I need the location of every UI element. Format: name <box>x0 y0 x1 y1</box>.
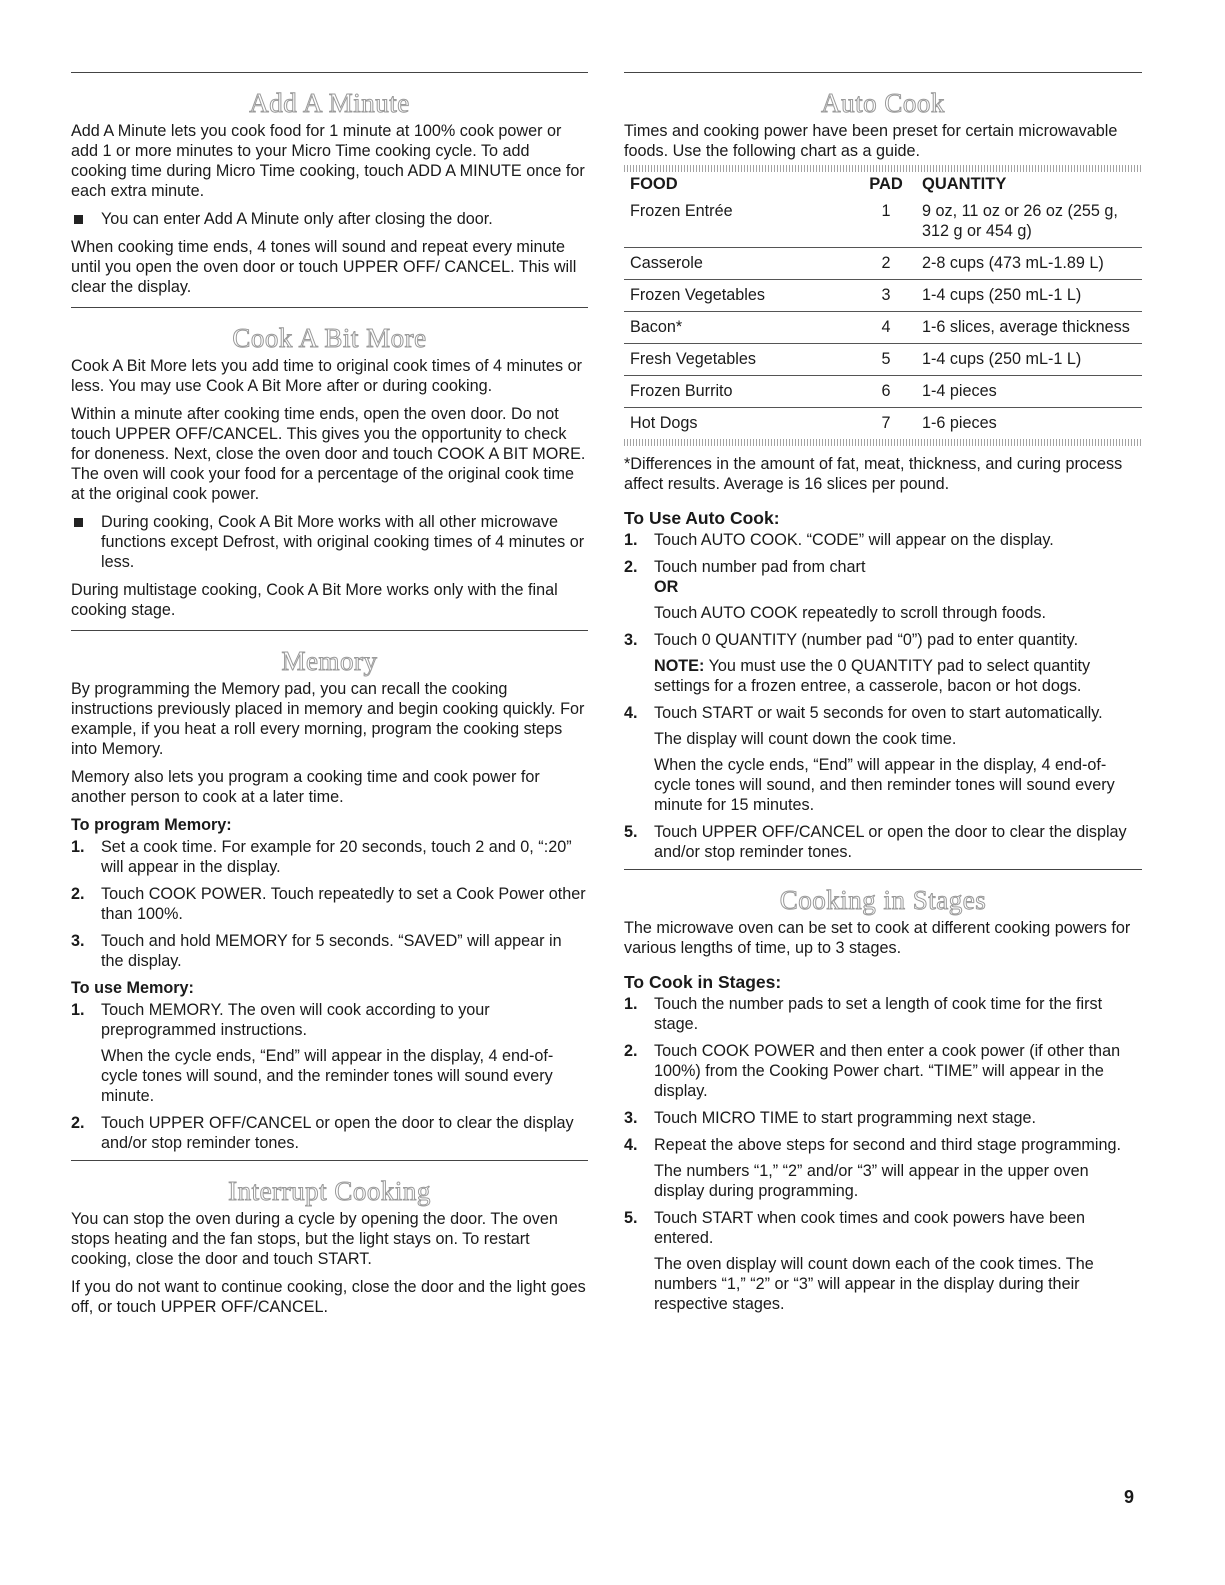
page-number: 9 <box>1124 1487 1135 1507</box>
auto-cook-step <box>624 822 1142 862</box>
food-cell: Bacon* <box>624 312 850 344</box>
quantity-cell: 9 oz, 11 oz or 26 oz (255 g, 312 g or 454 g) <box>922 202 1118 240</box>
memory-second-person: Memory also lets you program a cooking time and cook power for another person to cook at a later time. <box>71 768 540 806</box>
cook-in-stages-heading: To Cook in Stages: <box>624 972 782 992</box>
pad-cell: 2 <box>850 248 916 280</box>
step-extra: When the cycle ends, “End” will appear in the display, 4 end-of-cycle tones will sound, and then reminder tones will sound every minute for 15 minutes. <box>654 756 1115 814</box>
use-memory-step <box>71 1113 588 1153</box>
table-body <box>624 196 1142 439</box>
section-divider <box>71 1160 588 1161</box>
cook-bit-more-title: Cook A Bit More <box>232 323 427 353</box>
stages-step <box>624 994 1142 1034</box>
top-rule-right <box>624 72 1142 73</box>
step-number: 4. <box>624 1136 638 1154</box>
step-number: 3. <box>624 1109 638 1127</box>
step-text: Touch MICRO TIME to start programming next stage. <box>654 1109 1037 1127</box>
quantity-header: QUANTITY <box>922 175 1007 193</box>
add-minute-intro: Add A Minute lets you cook food for 1 minute at 100% cook power or add 1 or more minutes to your Micro Time cooking cycle. To add cooking time during Micro Time cooking, touch ADD A MINUTE once for each extra minute. <box>71 122 585 200</box>
table-row <box>624 408 1142 440</box>
stages-step <box>624 1108 1142 1128</box>
auto-cook-step <box>624 530 1142 550</box>
top-rule-left <box>71 72 588 73</box>
step-text: Touch COOK POWER and then enter a cook power (if other than 100%) from the Cooking Power chart. “TIME” will appear in the display. <box>654 1042 1121 1100</box>
step-text: Touch START or wait 5 seconds for oven to start automatically. <box>654 704 1103 722</box>
stages-intro: The microwave oven can be set to cook at different cooking powers for various lengths of time, up to 3 stages. <box>624 919 1131 957</box>
step-number: 4. <box>624 704 638 722</box>
step-extra: When the cycle ends, “End” will appear in the display, 4 end-of-cycle tones will sound, and the reminder tones will sound every minute. <box>101 1047 554 1105</box>
use-memory-step <box>71 1000 588 1106</box>
pad-cell: 6 <box>850 376 916 408</box>
table-row <box>624 376 1142 408</box>
bullet-square-icon <box>74 215 83 224</box>
program-memory-step <box>71 884 588 924</box>
auto-cook-footnote: *Differences in the amount of fat, meat, thickness, and curing process affect results. Average is 16 slices per pound. <box>624 455 1123 493</box>
table-row <box>624 312 1142 344</box>
food-cell: Fresh Vegetables <box>624 344 850 376</box>
step-extra: The numbers “1,” “2” and/or “3” will appear in the upper oven display during programming. <box>654 1162 1089 1200</box>
table-row <box>624 280 1142 312</box>
cook-bit-more-bullet <box>71 512 588 572</box>
step-text: Touch START when cook times and cook powers have been entered. <box>654 1209 1086 1247</box>
step-text: Touch MEMORY. The oven will cook according to your preprogrammed instructions. <box>101 1001 490 1039</box>
quantity-cell: 1-6 slices, average thickness <box>916 312 1142 344</box>
pad-cell: 5 <box>850 344 916 376</box>
food-cell: Hot Dogs <box>624 408 850 440</box>
quantity-cell: 1-6 pieces <box>916 408 1142 440</box>
table-row <box>624 344 1142 376</box>
step-text: Touch UPPER OFF/CANCEL or open the door to clear the display and/or stop reminder tones. <box>101 1114 574 1152</box>
step-text: Touch COOK POWER. Touch repeatedly to set a Cook Power other than 100%. <box>101 885 586 923</box>
step-number: 3. <box>624 631 638 649</box>
memory-title: Memory <box>281 646 378 676</box>
memory-intro: By programming the Memory pad, you can recall the cooking instructions previously placed in memory and begin cooking quickly. For example, if you heat a roll every morning, program the cooking steps into Memory. <box>71 680 585 758</box>
section-divider <box>624 869 1142 870</box>
step-text: Set a cook time. For example for 20 seconds, touch 2 and 0, “:20” will appear in the display. <box>101 838 572 876</box>
step-number: 1. <box>71 1001 85 1019</box>
auto-cook-intro: Times and cooking power have been preset for certain microwavable foods. Use the following chart as a guide. <box>624 122 1118 160</box>
quantity-cell: 1-4 pieces <box>916 376 1142 408</box>
quantity-cell: 1-4 cups (250 mL-1 L) <box>916 280 1142 312</box>
step-text: Touch UPPER OFF/CANCEL or open the door to clear the display and/or stop reminder tones. <box>654 823 1127 861</box>
interrupt-title: Interrupt Cooking <box>228 1176 431 1206</box>
step-text: Touch and hold MEMORY for 5 seconds. “SAVED” will appear in the display. <box>101 932 562 970</box>
stages-step <box>624 1135 1142 1201</box>
step-number: 1. <box>624 531 638 549</box>
step-number: 1. <box>71 838 85 856</box>
left-column <box>71 72 588 1325</box>
step-number: 5. <box>624 1209 638 1227</box>
add-minute-bullet-text: You can enter Add A Minute only after closing the door. <box>101 210 493 228</box>
section-divider <box>71 307 588 308</box>
step-text: Touch the number pads to set a length of cook time for the first stage. <box>654 995 1103 1033</box>
use-auto-cook-heading: To Use Auto Cook: <box>624 508 780 528</box>
add-minute-bullet <box>71 209 588 229</box>
quantity-cell: 2-8 cups (473 mL-1.89 L) <box>916 248 1142 280</box>
or-label: OR <box>654 578 679 596</box>
food-header: FOOD <box>630 175 678 193</box>
cook-bit-more-multistage: During multistage cooking, Cook A Bit More works only with the final cooking stage. <box>71 581 558 619</box>
stages-title: Cooking in Stages <box>779 885 987 915</box>
pad-cell: 4 <box>850 312 916 344</box>
quantity-cell: 1-4 cups (250 mL-1 L) <box>916 344 1142 376</box>
step-text: Repeat the above steps for second and third stage programming. <box>654 1136 1122 1154</box>
add-minute-tones: When cooking time ends, 4 tones will sound and repeat every minute until you open the oven door or touch UPPER OFF/ CANCEL. This will clear the display. <box>71 238 577 296</box>
food-cell: Casserole <box>624 248 850 280</box>
step-number: 3. <box>71 932 85 950</box>
step-extra: The oven display will count down each of the cook times. The numbers “1,” “2” or “3” will appear in the display during their respective stages. <box>654 1255 1094 1313</box>
step-number: 2. <box>624 1042 638 1060</box>
cook-bit-more-instructions: Within a minute after cooking time ends, open the oven door. Do not touch UPPER OFF/CANCEL. This gives you the opportunity to check for doneness. Next, close the oven door and touch COOK A BIT MORE. The oven will cook your food for a percentage of the original cook time at the original cook power. <box>71 405 586 503</box>
interrupt-p1: You can stop the oven during a cycle by opening the door. The oven stops heating and the fan stops, but the light stays on. To restart cooking, close the door and touch START. <box>71 1210 558 1268</box>
table-row <box>624 248 1142 280</box>
auto-cook-table <box>624 172 1142 439</box>
pad-cell: 1 <box>881 202 891 220</box>
step-extra: The display will count down the cook time. <box>654 730 957 748</box>
step-number: 2. <box>71 885 85 903</box>
section-divider <box>71 630 588 631</box>
pad-cell: 3 <box>850 280 916 312</box>
food-cell: Frozen Entrée <box>630 202 733 220</box>
use-memory-heading: To use Memory: <box>71 979 194 997</box>
add-minute-title: Add A Minute <box>249 88 410 118</box>
step-number: 1. <box>624 995 638 1013</box>
cook-bit-more-bullet-text: During cooking, Cook A Bit More works with all other microwave functions except Defrost, with original cooking times of 4 minutes or less. <box>101 513 585 571</box>
note-text: You must use the 0 QUANTITY pad to select quantity settings for a frozen entree, a casserole, bacon or hot dogs. <box>654 657 1091 695</box>
step-number: 5. <box>624 823 638 841</box>
food-cell: Frozen Vegetables <box>624 280 850 312</box>
table-row <box>624 196 1142 248</box>
auto-cook-step <box>624 703 1142 815</box>
step-note <box>654 656 1142 696</box>
auto-cook-title: Auto Cook <box>821 88 945 118</box>
food-cell: Frozen Burrito <box>624 376 850 408</box>
table-top-band <box>624 165 1142 172</box>
table-bottom-band <box>624 439 1142 446</box>
program-memory-step <box>71 837 588 877</box>
auto-cook-step <box>624 557 1142 623</box>
stages-step <box>624 1041 1142 1101</box>
program-memory-heading: To program Memory: <box>71 816 232 834</box>
table-header-row <box>624 172 1142 196</box>
cook-bit-more-intro: Cook A Bit More lets you add time to original cook times of 4 minutes or less. You may use Cook A Bit More after or during cooking. <box>71 357 583 395</box>
step-text: Touch 0 QUANTITY (number pad “0”) pad to enter quantity. <box>654 631 1079 649</box>
step-number: 2. <box>624 558 638 576</box>
program-memory-steps <box>71 837 588 971</box>
pad-header: PAD <box>869 175 903 193</box>
auto-cook-step <box>624 630 1142 696</box>
pad-cell: 7 <box>850 408 916 440</box>
bullet-square-icon <box>74 518 83 527</box>
note-label: NOTE: <box>654 657 705 675</box>
step-number: 2. <box>71 1114 85 1132</box>
program-memory-step <box>71 931 588 971</box>
step-text: Touch number pad from chart <box>654 558 866 576</box>
right-column <box>624 72 1142 1321</box>
step-text: Touch AUTO COOK. “CODE” will appear on the display. <box>654 531 1054 549</box>
step-alt: Touch AUTO COOK repeatedly to scroll through foods. <box>654 604 1046 622</box>
stages-step <box>624 1208 1142 1314</box>
interrupt-p2: If you do not want to continue cooking, close the door and the light goes off, or touch UPPER OFF/CANCEL. <box>71 1278 586 1316</box>
